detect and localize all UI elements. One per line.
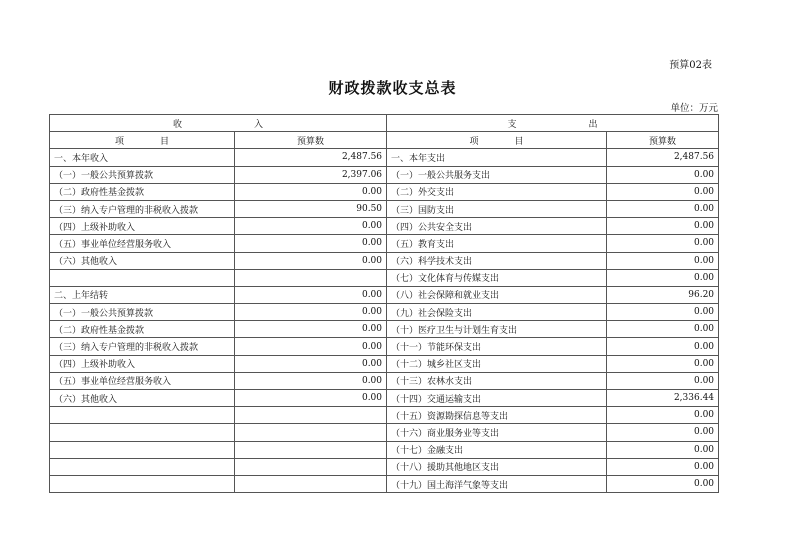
expense-amount-cell: 0.00 (607, 441, 719, 458)
expense-amount-cell: 0.00 (607, 252, 719, 269)
income-amount-cell: 0.00 (235, 218, 387, 235)
expense-item-cell: （八）社会保障和就业支出 (387, 286, 607, 303)
income-item-cell: （六）其他收入 (50, 252, 235, 269)
expense-item-cell: （七）文化体育与传媒支出 (387, 269, 607, 286)
expense-amount-cell: 0.00 (607, 183, 719, 200)
table-row (50, 286, 719, 303)
income-item-header: 项 目 (50, 132, 235, 149)
expense-item-cell: （十七）金融支出 (387, 441, 607, 458)
income-amount-cell: 2,487.56 (235, 149, 387, 166)
income-item-cell: （四）上级补助收入 (50, 355, 235, 372)
expense-item-cell: （十三）农林水支出 (387, 372, 607, 389)
income-item-cell: （二）政府性基金拨款 (50, 183, 235, 200)
income-amount-cell (235, 407, 387, 424)
table-row (50, 372, 719, 389)
expense-item-cell: （一）一般公共服务支出 (387, 166, 607, 183)
income-item-cell (50, 424, 235, 441)
expense-item-cell: （十五）资源勘探信息等支出 (387, 407, 607, 424)
income-item-cell: （三）纳入专户管理的非税收入拨款 (50, 200, 235, 217)
table-row (50, 269, 719, 286)
income-amount-cell: 0.00 (235, 235, 387, 252)
income-amount-cell: 90.50 (235, 200, 387, 217)
table-row (50, 441, 719, 458)
income-amount-cell: 0.00 (235, 183, 387, 200)
expense-item-cell: （十一）节能环保支出 (387, 338, 607, 355)
expense-item-cell: （九）社会保险支出 (387, 304, 607, 321)
income-item-cell: 二、上年结转 (50, 286, 235, 303)
page-title: 财政拨款收支总表 (328, 79, 457, 97)
income-item-cell: （一）一般公共预算拨款 (50, 166, 235, 183)
expense-amount-cell: 0.00 (607, 218, 719, 235)
income-item-cell: （一）一般公共预算拨款 (50, 304, 235, 321)
income-amount-cell: 0.00 (235, 321, 387, 338)
group-header-row (50, 115, 719, 132)
income-item-cell: （二）政府性基金拨款 (50, 321, 235, 338)
income-group-header: 收 入 (50, 115, 387, 132)
table-row (50, 218, 719, 235)
income-item-cell (50, 269, 235, 286)
income-item-cell: 一、本年收入 (50, 149, 235, 166)
expense-item-cell: （十二）城乡社区支出 (387, 355, 607, 372)
table-row (50, 355, 719, 372)
expense-amount-cell: 0.00 (607, 321, 719, 338)
income-item-cell (50, 407, 235, 424)
unit-label: 单位：万元 (670, 103, 718, 114)
expense-amount-cell: 2,487.56 (607, 149, 719, 166)
table-row (50, 321, 719, 338)
income-amount-cell (235, 424, 387, 441)
table-row (50, 183, 719, 200)
table-row (50, 390, 719, 407)
expense-amount-cell: 0.00 (607, 372, 719, 389)
table-row (50, 338, 719, 355)
expense-amount-cell: 0.00 (607, 407, 719, 424)
income-item-cell (50, 475, 235, 492)
income-amount-cell: 0.00 (235, 286, 387, 303)
table-row (50, 235, 719, 252)
income-item-cell: （五）事业单位经营服务收入 (50, 235, 235, 252)
expense-item-cell: （五）教育支出 (387, 235, 607, 252)
income-amount-cell: 0.00 (235, 390, 387, 407)
expense-amount-cell: 0.00 (607, 235, 719, 252)
income-amount-cell (235, 475, 387, 492)
expense-item-header: 项 目 (387, 132, 607, 149)
expense-amount-cell: 0.00 (607, 269, 719, 286)
expense-amount-cell: 0.00 (607, 200, 719, 217)
expense-item-cell: （十八）援助其他地区支出 (387, 458, 607, 475)
expense-amount-cell: 0.00 (607, 355, 719, 372)
income-amount-cell: 0.00 (235, 338, 387, 355)
income-amount-cell: 0.00 (235, 252, 387, 269)
income-item-cell: （五）事业单位经营服务收入 (50, 372, 235, 389)
expense-item-cell: 一、本年支出 (387, 149, 607, 166)
table-row (50, 407, 719, 424)
expense-amount-cell: 0.00 (607, 338, 719, 355)
income-amount-cell: 0.00 (235, 355, 387, 372)
table-row (50, 149, 719, 166)
budget-table (49, 114, 719, 493)
expense-amount-cell: 96.20 (607, 286, 719, 303)
column-header-row (50, 132, 719, 149)
income-item-cell: （六）其他收入 (50, 390, 235, 407)
income-amount-cell: 0.00 (235, 304, 387, 321)
expense-amount-cell: 0.00 (607, 304, 719, 321)
income-amount-cell: 0.00 (235, 372, 387, 389)
income-amount-cell (235, 269, 387, 286)
expense-amount-cell: 2,336.44 (607, 390, 719, 407)
expense-item-cell: （十六）商业服务业等支出 (387, 424, 607, 441)
form-number: 预算02表 (669, 60, 712, 71)
table-row (50, 200, 719, 217)
expense-item-cell: （三）国防支出 (387, 200, 607, 217)
expense-amount-cell: 0.00 (607, 458, 719, 475)
table-row (50, 166, 719, 183)
expense-amount-cell: 0.00 (607, 424, 719, 441)
table-row (50, 424, 719, 441)
expense-group-header: 支 出 (387, 115, 719, 132)
income-item-cell (50, 458, 235, 475)
expense-item-cell: （六）科学技术支出 (387, 252, 607, 269)
expense-item-cell: （十）医疗卫生与计划生育支出 (387, 321, 607, 338)
table-row (50, 252, 719, 269)
expense-item-cell: （四）公共安全支出 (387, 218, 607, 235)
expense-item-cell: （二）外交支出 (387, 183, 607, 200)
table-row (50, 475, 719, 492)
income-amount-header: 预算数 (235, 132, 387, 149)
income-item-cell: （三）纳入专户管理的非税收入拨款 (50, 338, 235, 355)
income-amount-cell (235, 441, 387, 458)
table-row (50, 458, 719, 475)
income-item-cell (50, 441, 235, 458)
expense-item-cell: （十四）交通运输支出 (387, 390, 607, 407)
income-amount-cell: 2,397.06 (235, 166, 387, 183)
expense-amount-cell: 0.00 (607, 166, 719, 183)
income-item-cell: （四）上级补助收入 (50, 218, 235, 235)
expense-amount-header: 预算数 (607, 132, 719, 149)
expense-amount-cell: 0.00 (607, 475, 719, 492)
table-row (50, 304, 719, 321)
expense-item-cell: （十九）国土海洋气象等支出 (387, 475, 607, 492)
income-amount-cell (235, 458, 387, 475)
